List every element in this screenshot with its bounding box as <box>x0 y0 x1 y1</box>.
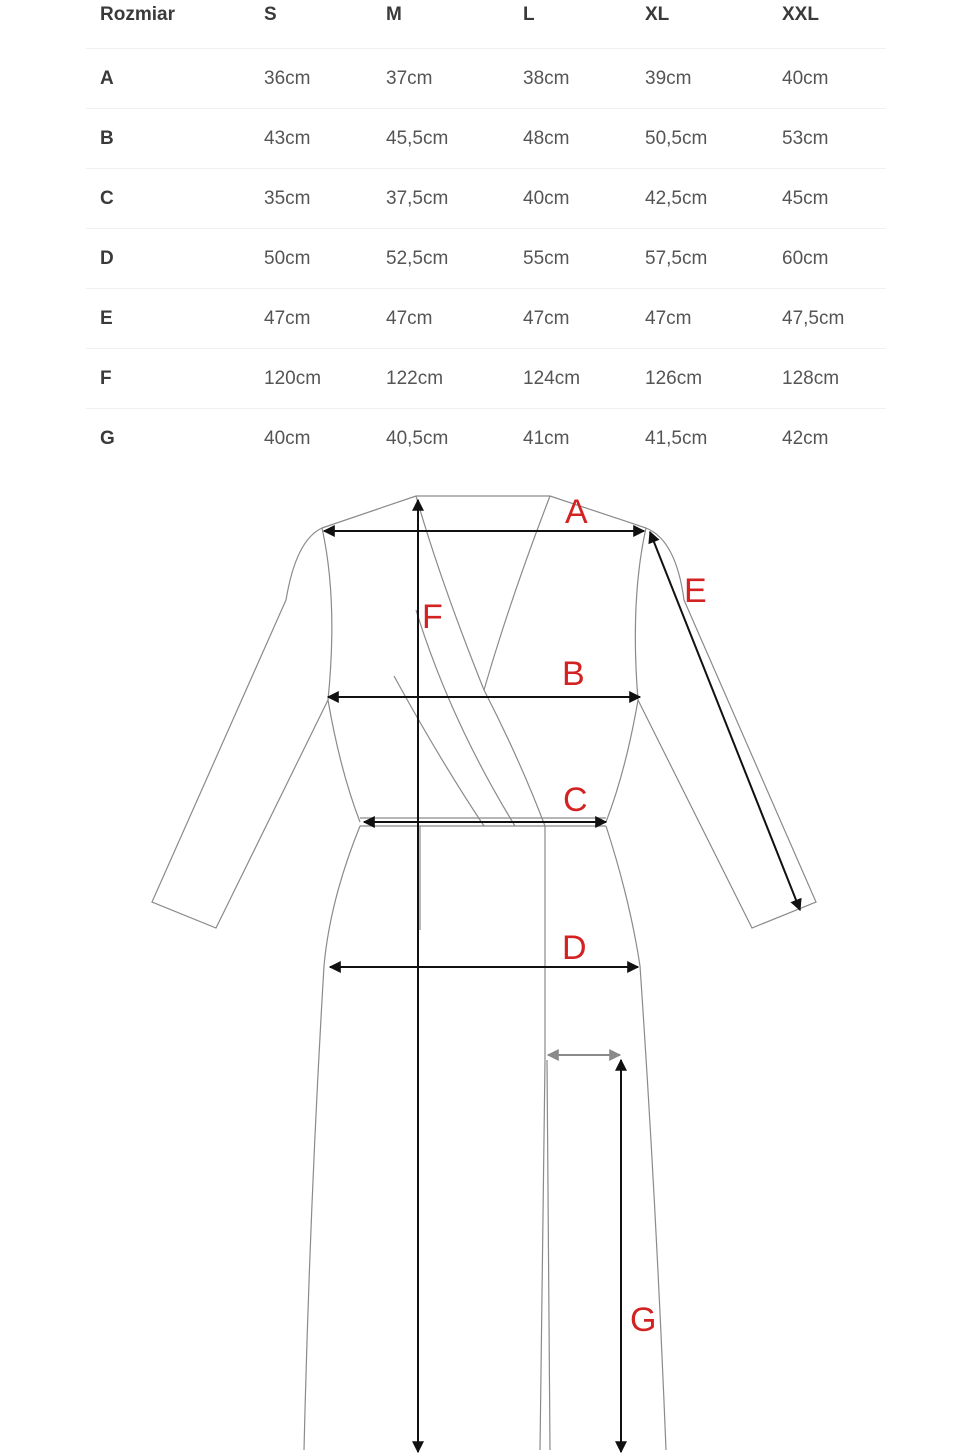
wrap-front-left <box>416 496 545 826</box>
label-d: D <box>562 929 587 967</box>
table-cell: 40cm <box>264 427 311 449</box>
row-label: C <box>86 169 250 229</box>
table-cell: 42,5cm <box>631 169 768 229</box>
table-cell: 45cm <box>768 169 886 229</box>
table-cell: 47cm <box>509 289 631 349</box>
header-cell-s: S <box>250 0 372 49</box>
header-cell-m: M <box>372 0 509 49</box>
table-cell: 120cm <box>250 349 372 409</box>
bodice-left-side <box>322 528 360 822</box>
table-row <box>86 109 886 169</box>
table-cell: 42cm <box>782 427 829 449</box>
table-cell: 47cm <box>372 289 509 349</box>
skirt-left-side <box>304 826 360 1450</box>
label-e: E <box>684 572 707 610</box>
skirt-slit-line-2 <box>547 1060 550 1450</box>
table-cell: 50cm <box>250 229 372 289</box>
dress-outline <box>152 496 816 1450</box>
table-cell: 41cm <box>523 427 570 449</box>
table-row <box>86 349 886 409</box>
header-cell-l: L <box>509 0 631 49</box>
table-cell: 124cm <box>509 349 631 409</box>
label-a: A <box>565 493 588 531</box>
wrap-front-right <box>484 496 550 690</box>
dress-measurement-diagram <box>0 470 970 1455</box>
bodice-right-side <box>606 528 646 822</box>
table-cell: 37,5cm <box>372 169 509 229</box>
measure-e-arrow <box>650 532 800 910</box>
row-label: G <box>100 427 115 449</box>
row-label: E <box>86 289 250 349</box>
table-cell: 47cm <box>631 289 768 349</box>
header-cell-size: Rozmiar <box>86 0 250 49</box>
row-label: D <box>86 229 250 289</box>
skirt-slit-line <box>540 826 545 1450</box>
left-sleeve <box>152 528 328 928</box>
label-g: G <box>630 1301 657 1339</box>
table-cell: 55cm <box>509 229 631 289</box>
label-b: B <box>562 655 585 693</box>
skirt-right-side <box>606 826 666 1450</box>
table-cell: 43cm <box>250 109 372 169</box>
header-cell-xxl: XXL <box>768 0 886 49</box>
label-c: C <box>563 781 588 819</box>
table-cell: 128cm <box>768 349 886 409</box>
row-label: F <box>86 349 250 409</box>
table-row <box>86 49 886 109</box>
table-cell: 35cm <box>250 169 372 229</box>
table-cell: 50,5cm <box>631 109 768 169</box>
row-label: A <box>86 49 250 109</box>
table-cell: 45,5cm <box>372 109 509 169</box>
table-cell: 36cm <box>250 49 372 109</box>
table-cell: 38cm <box>509 49 631 109</box>
table-cell: 126cm <box>631 349 768 409</box>
neckline <box>322 496 646 528</box>
label-f: F <box>422 598 443 636</box>
table-row <box>86 169 886 229</box>
table-row <box>86 289 886 349</box>
row-label: B <box>86 109 250 169</box>
table-cell: 40cm <box>768 49 886 109</box>
size-table <box>86 0 886 468</box>
table-cell: 40,5cm <box>386 427 449 449</box>
table-cell: 37cm <box>372 49 509 109</box>
table-cell: 41,5cm <box>645 427 708 449</box>
table-cell: 40cm <box>509 169 631 229</box>
table-row <box>86 229 886 289</box>
table-header-row <box>86 0 886 49</box>
table-cell: 122cm <box>372 349 509 409</box>
table-cell: 57,5cm <box>631 229 768 289</box>
table-cell: 53cm <box>768 109 886 169</box>
table-row <box>86 409 886 469</box>
header-cell-xl: XL <box>631 0 768 49</box>
table-cell: 39cm <box>631 49 768 109</box>
table-cell: 60cm <box>768 229 886 289</box>
table-cell: 47cm <box>250 289 372 349</box>
table-cell: 48cm <box>509 109 631 169</box>
table-cell: 52,5cm <box>372 229 509 289</box>
table-cell: 47,5cm <box>768 289 886 349</box>
drape-line-2 <box>394 676 484 826</box>
